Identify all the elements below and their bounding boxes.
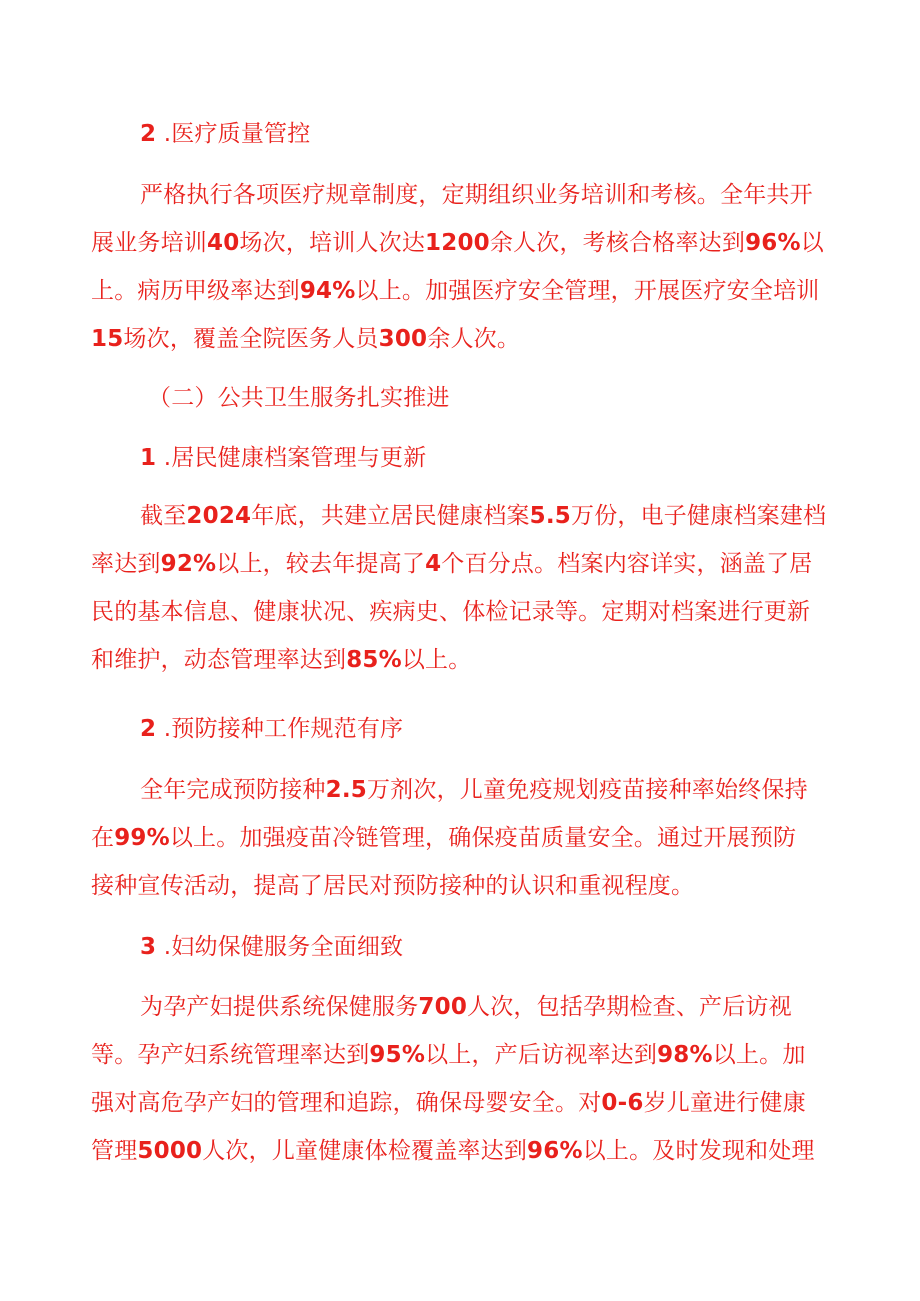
paragraph-line [91,644,471,676]
item-heading-maternal-child [140,931,403,963]
text-run: 截至 [140,503,187,529]
paragraph-line [140,500,826,532]
text-run: 和维护，动态管理率达到 [91,647,347,673]
text-run: 年底，共建立居民健康档案 [251,503,530,529]
text-run: 接种宣传活动，提高了居民对预防接种的认识和重视程度。 [91,873,695,899]
number-run: 40 [207,230,240,256]
text-run: 在 [91,825,115,851]
heading-number: 1 [140,445,157,471]
paragraph-line [91,822,796,854]
paragraph-line [140,179,813,211]
section-heading-quality-control [140,118,310,150]
text-run: 以上。加 [712,1042,806,1068]
text-run: 严格执行各项医疗规章制度，定期组织业务培训和考核。全年共开 [140,182,813,208]
text-run: 为孕产妇提供系统保健服务 [140,994,419,1020]
paragraph-line [91,548,813,580]
text-run: 以上，产后访视率达到 [425,1042,658,1068]
text-run: 管理 [91,1138,138,1164]
paragraph-line [140,991,792,1023]
text-run: 以上。加强医疗安全管理，开展医疗安全培训 [355,278,820,304]
text-run: 等。孕产妇系统管理率达到 [91,1042,370,1068]
text-run: 上。病历甲级率达到 [91,278,300,304]
text-run: 余人次。 [427,326,521,352]
text-run: 场次，培训人次达 [239,230,426,256]
paragraph-line [140,774,808,806]
paragraph-line [91,1135,815,1167]
text-run: 全年完成预防接种 [140,777,326,803]
number-run: 96% [745,230,801,256]
text-run: 场次，覆盖全院医务人员 [123,326,379,352]
subsection-title: （二）公共卫生服务扎实推进 [148,385,450,411]
heading-number: 2 [140,716,157,742]
number-run: 85% [346,647,402,673]
paragraph-line [91,275,819,307]
paragraph-line [91,870,694,902]
item-heading-health-records [140,442,426,474]
text-run: 岁儿童进行健康 [643,1090,806,1116]
heading-number: 3 [140,934,157,960]
number-run: 5000 [137,1138,203,1164]
number-run: 300 [378,326,428,352]
number-run: 96% [527,1138,583,1164]
number-run: 15 [91,326,124,352]
text-run: 展业务培训 [91,230,207,256]
text-run: 万剂次，儿童免疫规划疫苗接种率始终保持 [366,777,808,803]
text-run: 以 [800,230,824,256]
number-run: 92% [160,551,217,577]
paragraph-line [91,1039,806,1071]
text-run: 人次，包括孕期检查、产后访视 [467,994,792,1020]
text-run: 余人次，考核合格率达到 [489,230,746,256]
text-run: 以上。加强疫苗冷链管理，确保疫苗质量安全。通过开展预防 [169,825,797,851]
text-run: 率达到 [91,551,161,577]
heading-text: .预防接种工作规范有序 [163,716,404,742]
number-run: 5.5 [529,503,571,529]
paragraph-line [91,323,520,355]
heading-text: .居民健康档案管理与更新 [163,445,427,471]
number-run: 1200 [425,230,490,256]
number-run: 700 [418,994,468,1020]
number-run: 4 [425,551,442,577]
text-run: 以上。及时发现和处理 [582,1138,815,1164]
item-heading-vaccination [140,713,403,745]
paragraph-line [91,1087,806,1119]
text-run: 以上。 [401,647,472,673]
number-run: 98% [657,1042,713,1068]
number-run: 2.5 [325,777,367,803]
text-run: 以上，较去年提高了 [216,551,426,577]
text-run: 民的基本信息、健康状况、疾病史、体检记录等。定期对档案进行更新 [91,599,811,625]
paragraph-line [91,227,824,259]
number-run: 99% [114,825,170,851]
heading-text: .医疗质量管控 [163,121,311,147]
text-run: 个百分点。档案内容详实，涵盖了居 [441,551,813,577]
paragraph-line [91,596,810,628]
number-run: 94% [299,278,356,304]
text-run: 强对高危孕产妇的管理和追踪，确保母婴安全。对 [91,1090,602,1116]
text-run: 人次，儿童健康体检覆盖率达到 [202,1138,528,1164]
number-run: 95% [369,1042,426,1068]
number-run: 2024 [186,503,252,529]
number-run: 0-6 [601,1090,644,1116]
heading-text: .妇幼保健服务全面细致 [163,934,404,960]
text-run: 万份，电子健康档案建档 [571,503,827,529]
heading-number: 2 [140,121,157,147]
